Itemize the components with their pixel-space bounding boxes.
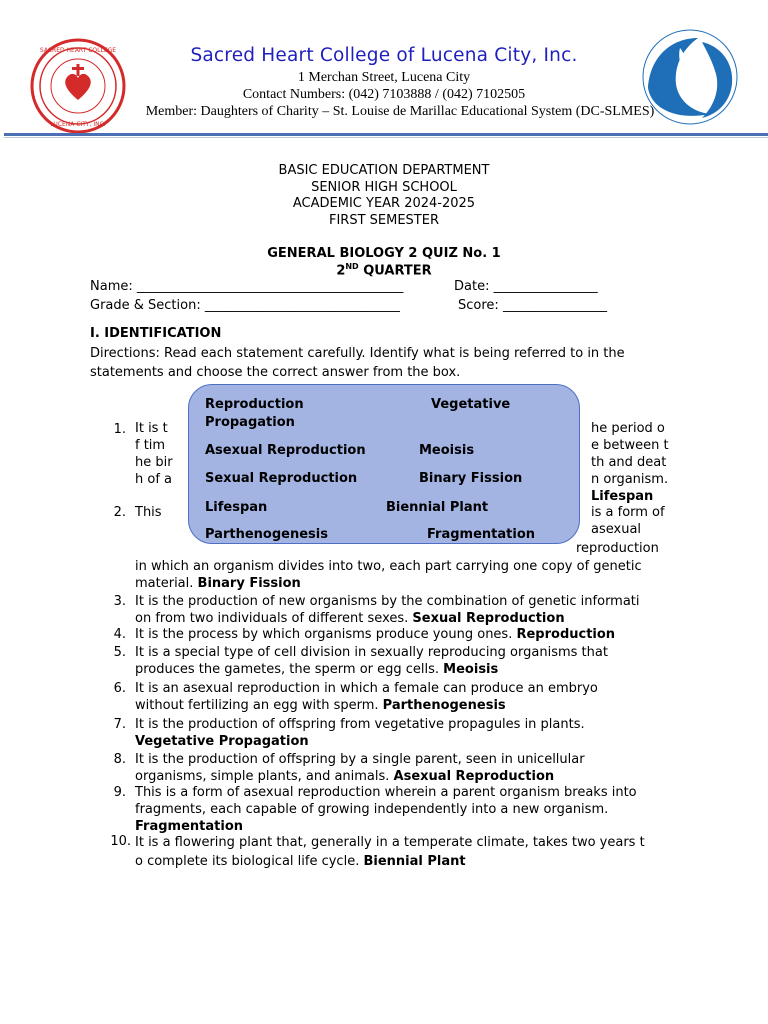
header-rule-shadow	[4, 137, 768, 138]
date-blank[interactable]: ________________	[493, 279, 598, 294]
question-8	[135, 751, 585, 785]
question-number: 4.	[113, 627, 126, 642]
choice-propagation: Propagation	[205, 415, 295, 430]
question-answer: Vegetative Propagation	[135, 734, 309, 749]
choice-reproduction: Reproduction	[205, 397, 304, 412]
question-text: on from two individuals of different sexes.	[135, 611, 413, 626]
question-1-left	[135, 420, 173, 488]
school-contacts: Contact Numbers: (042) 7103888 / (042) 7102505	[242, 87, 526, 102]
question-text: It is a special type of cell division in sexually reproducing organisms that	[135, 645, 608, 660]
question-text-line	[135, 697, 598, 714]
q1-left-fragment: he bir	[135, 455, 173, 470]
question-number: 1.	[113, 422, 126, 437]
q2-right-fragment: asexual	[591, 522, 642, 537]
quarter-number: 2	[336, 263, 346, 279]
directions-line-2: statements and choose the correct answer from the box.	[90, 365, 461, 380]
question-number: 6.	[113, 681, 126, 696]
grade-section-label: Grade & Section:	[90, 298, 205, 313]
choice-binary-fission: Binary Fission	[419, 471, 523, 486]
question-answer: Fragmentation	[135, 819, 243, 834]
question-text: fragments, each capable of growing independently into a new organism.	[135, 802, 609, 817]
question-text: It is the production of new organisms by the combination of genetic informati	[135, 594, 640, 609]
section-title: I. IDENTIFICATION	[90, 326, 222, 341]
school-address: 1 Merchan Street, Lucena City	[297, 70, 471, 85]
quarter-word: QUARTER	[358, 263, 432, 279]
choice-meoisis: Meoisis	[419, 443, 475, 458]
q2-line	[135, 575, 301, 592]
svg-text:LUCENA CITY, INC.: LUCENA CITY, INC.	[50, 121, 106, 128]
question-answer: Parthenogenesis	[382, 698, 506, 713]
choice-sexual-reproduction: Sexual Reproduction	[205, 471, 358, 486]
quiz-title: GENERAL BIOLOGY 2 QUIZ No. 1	[267, 246, 501, 261]
choice-parthenogenesis: Parthenogenesis	[205, 527, 328, 542]
question-number: 9.	[113, 785, 126, 800]
choice-biennial-plant: Biennial Plant	[386, 500, 489, 515]
question-text: It is the production of offspring from vegetative propagules in plants.	[135, 717, 585, 732]
question-10	[135, 834, 645, 870]
question-3	[135, 593, 640, 627]
quarter-line	[0, 262, 768, 278]
school-membership: Member: Daughters of Charity – St. Louise de Marillac Educational System (DC-SLMES)	[145, 104, 655, 119]
score-field[interactable]	[458, 298, 607, 313]
name-blank[interactable]: _________________________________________	[136, 279, 404, 294]
q1-right-fragment: he period o	[591, 421, 665, 436]
question-text: organisms, simple plants, and animals.	[135, 769, 394, 784]
q2-left-fragment: This	[135, 505, 162, 520]
question-text-line	[135, 768, 585, 785]
question-text: This is a form of asexual reproduction wherein a parent organism breaks into	[135, 785, 637, 800]
school-name: Sacred Heart College of Lucena City, Inc.	[190, 45, 578, 66]
question-text-line	[135, 853, 645, 870]
question-1-right	[591, 420, 669, 505]
question-answer: Meoisis	[443, 662, 499, 677]
question-answer: Sexual Reproduction	[412, 611, 565, 626]
dc-slmes-emblem	[640, 28, 740, 126]
grade-section-field[interactable]	[90, 298, 400, 313]
score-blank[interactable]: ________________	[502, 298, 607, 313]
department-line: BASIC EDUCATION DEPARTMENT	[278, 163, 490, 178]
q1-left-fragment: f tim	[135, 438, 166, 453]
question-4	[135, 626, 615, 643]
question-text: o complete its biological life cycle.	[135, 854, 364, 869]
quarter-ordinal: ND	[345, 262, 359, 271]
q1-left-fragment: It is t	[135, 421, 168, 436]
q2-line: in which an organism divides into two, each part carrying one copy of genetic	[135, 559, 642, 574]
q2-right-fragment: is a form of	[591, 505, 665, 520]
academic-year-line: ACADEMIC YEAR 2024-2025	[292, 196, 476, 211]
directions-line-1: Directions: Read each statement carefully. Identify what is being referred to in the	[90, 346, 625, 361]
question-text-line	[135, 610, 640, 627]
question-9	[135, 784, 637, 835]
question-answer: Biennial Plant	[363, 854, 466, 869]
q1-right-fragment: th and deat	[591, 455, 667, 470]
level-line: SENIOR HIGH SCHOOL	[311, 180, 457, 195]
grade-section-blank[interactable]: ______________________________	[204, 298, 400, 313]
question-6	[135, 680, 598, 714]
choice-lifespan: Lifespan	[205, 500, 268, 515]
question-text: It is an asexual reproduction in which a female can produce an embryo	[135, 681, 598, 696]
choice-asexual-reproduction: Asexual Reproduction	[205, 443, 366, 458]
svg-text:SACRED HEART COLLEGE: SACRED HEART COLLEGE	[39, 47, 117, 54]
q1-left-fragment: h of a	[135, 472, 173, 487]
name-field[interactable]	[90, 279, 403, 294]
q1-answer: Lifespan	[591, 489, 654, 504]
question-number: 8.	[113, 752, 126, 767]
question-text: It is the process by which organisms produce young ones.	[135, 627, 517, 642]
date-field[interactable]	[454, 279, 598, 294]
q1-right-fragment: n organism.	[591, 472, 669, 487]
question-number: 3.	[113, 594, 126, 609]
question-text: It is the production of offspring by a single parent, seen in unicellular	[135, 752, 585, 767]
choice-vegetative: Vegetative	[431, 397, 511, 412]
question-number: 2.	[113, 505, 126, 520]
score-label: Score:	[458, 298, 503, 313]
question-number: 5.	[113, 645, 126, 660]
question-text-line	[135, 661, 608, 678]
header-rule	[4, 133, 768, 136]
question-text: produces the gametes, the sperm or egg cells.	[135, 662, 444, 677]
q2-answer: Binary Fission	[197, 576, 301, 591]
question-text: without fertilizing an egg with sperm.	[135, 698, 383, 713]
question-answer: Reproduction	[516, 627, 616, 642]
question-7	[135, 716, 585, 750]
q2-right-fragment: reproduction	[576, 541, 659, 556]
date-label: Date:	[454, 279, 494, 294]
answer-choices-box	[188, 384, 580, 544]
question-number: 10.	[110, 834, 131, 849]
question-text: It is a flowering plant that, generally in a temperate climate, takes two years t	[135, 835, 645, 850]
q2-text: material.	[135, 576, 198, 591]
question-answer: Asexual Reproduction	[393, 769, 555, 784]
question-5	[135, 644, 608, 678]
semester-line: FIRST SEMESTER	[328, 213, 439, 228]
question-number: 7.	[113, 717, 126, 732]
q1-right-fragment: e between t	[591, 438, 669, 453]
name-label: Name:	[90, 279, 137, 294]
choice-fragmentation: Fragmentation	[427, 527, 535, 542]
